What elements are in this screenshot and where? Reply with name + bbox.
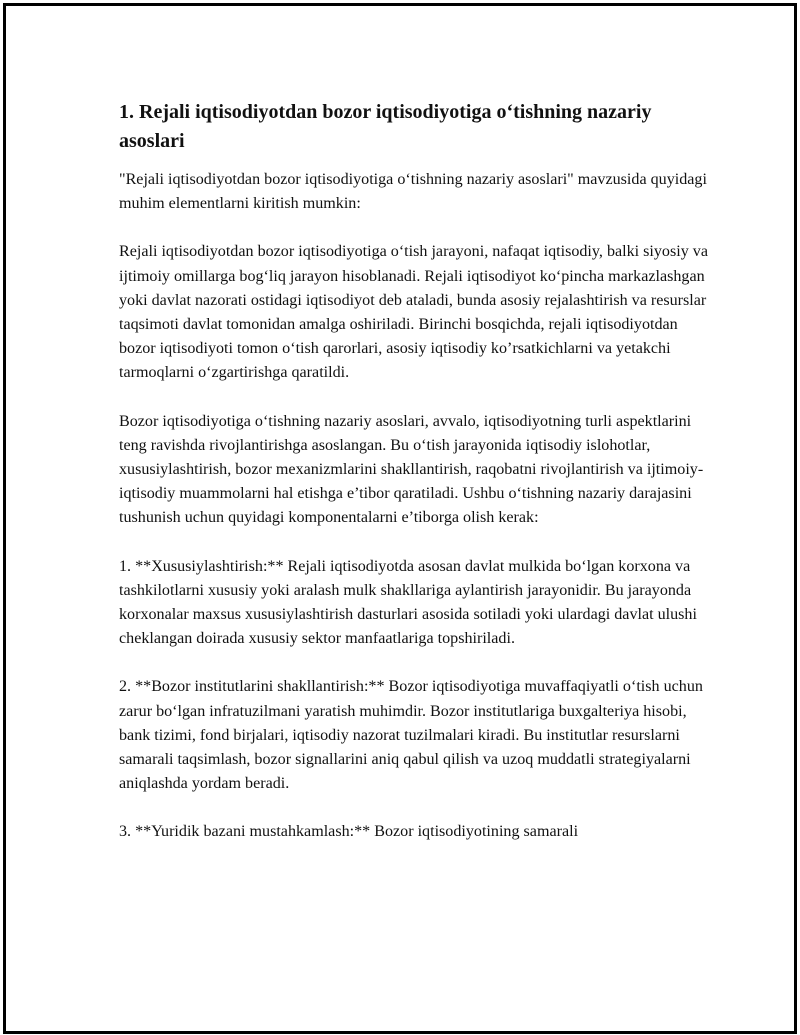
document-body <box>119 98 709 869</box>
list-item-market-institutions: 2. **Bozor institutlarini shakllantirish:** Bozor iqtisodiyotiga muvaffaqiyatli o‘tish uchun zarur bo‘lgan infratuzilmani yaratish muhimdir. Bozor institutlariga buxgalteriya hisobi, bank tizimi, fond birjalari, iqtisodiy nazorat tuzilmalari kiradi. Bu institutlar resurslarni samarali taqsimlash, bozor signallarini aniq qabul qilish va uzoq muddatli strategiyalarni aniqlashda yordam beradi. <box>119 678 703 793</box>
list-item-privatization: 1. **Xususiylashtirish:** Rejali iqtisodiyotda asosan davlat mulkida bo‘lgan korxona va tashkilotlarni xususiy yoki aralash mulk shakllariga aylantirish jarayonidir. Bu jarayonda korxonalar maxsus xususiylashtirish dasturlari asosida sotiladi yoki ulardagi davlat ulushi cheklangan doirada xususiy sektor manfaatlariga topshiriladi. <box>119 557 697 648</box>
intro-paragraph: "Rejali iqtisodiyotdan bozor iqtisodiyotiga o‘tishning nazariy asoslari" mavzusida quyidagi muhim elementlarni kiritish mumkin: <box>119 171 707 213</box>
paragraph-planned-economy: Rejali iqtisodiyotdan bozor iqtisodiyotiga o‘tish jarayoni, nafaqat iqtisodiy, balki siyosiy va ijtimoiy omillarga bog‘liq jarayon hisoblanadi. Rejali iqtisodiyot ko‘pincha markazlashgan yoki davlat nazorati ostidagi iqtisodiyot deb ataladi, bunda asosiy rejalashtirish va resurslar taqsimoti davlat tomonidan amalga oshiriladi. Birinchi bosqichda, rejali iqtisodiyotdan bozor iqtisodiyoti tomon o‘tish qarorlari, asosiy iqtisodiy ko’rsatkichlarni va yetakchi tarmoqlarni o‘zgartirishga qaratildi. <box>119 243 708 382</box>
paragraph-market-transition: Bozor iqtisodiyotiga o‘tishning nazariy asoslari, avvalo, iqtisodiyotning turli aspektlarini teng ravishda rivojlantirishga asoslangan. Bu o‘tish jarayonida iqtisodiy islohotlar, xususiylashtirish, bozor mexanizmlarini shakllantirish, raqobatni rivojlantirish va ijtimoiy-iqtisodiy muammolarni hal etishga e’tibor qaratiladi. Ushbu o‘tishning nazariy darajasini tushunish uchun quyidagi komponentalarni e’tiborga olish kerak: <box>119 412 704 527</box>
section-heading: 1. Rejali iqtisodiyotdan bozor iqtisodiyotiga o‘tishning nazariy asoslari <box>119 101 652 152</box>
list-item-legal-base: 3. **Yuridik bazani mustahkamlash:** Bozor iqtisodiyotining samarali <box>119 823 579 841</box>
page-frame <box>3 3 797 1034</box>
